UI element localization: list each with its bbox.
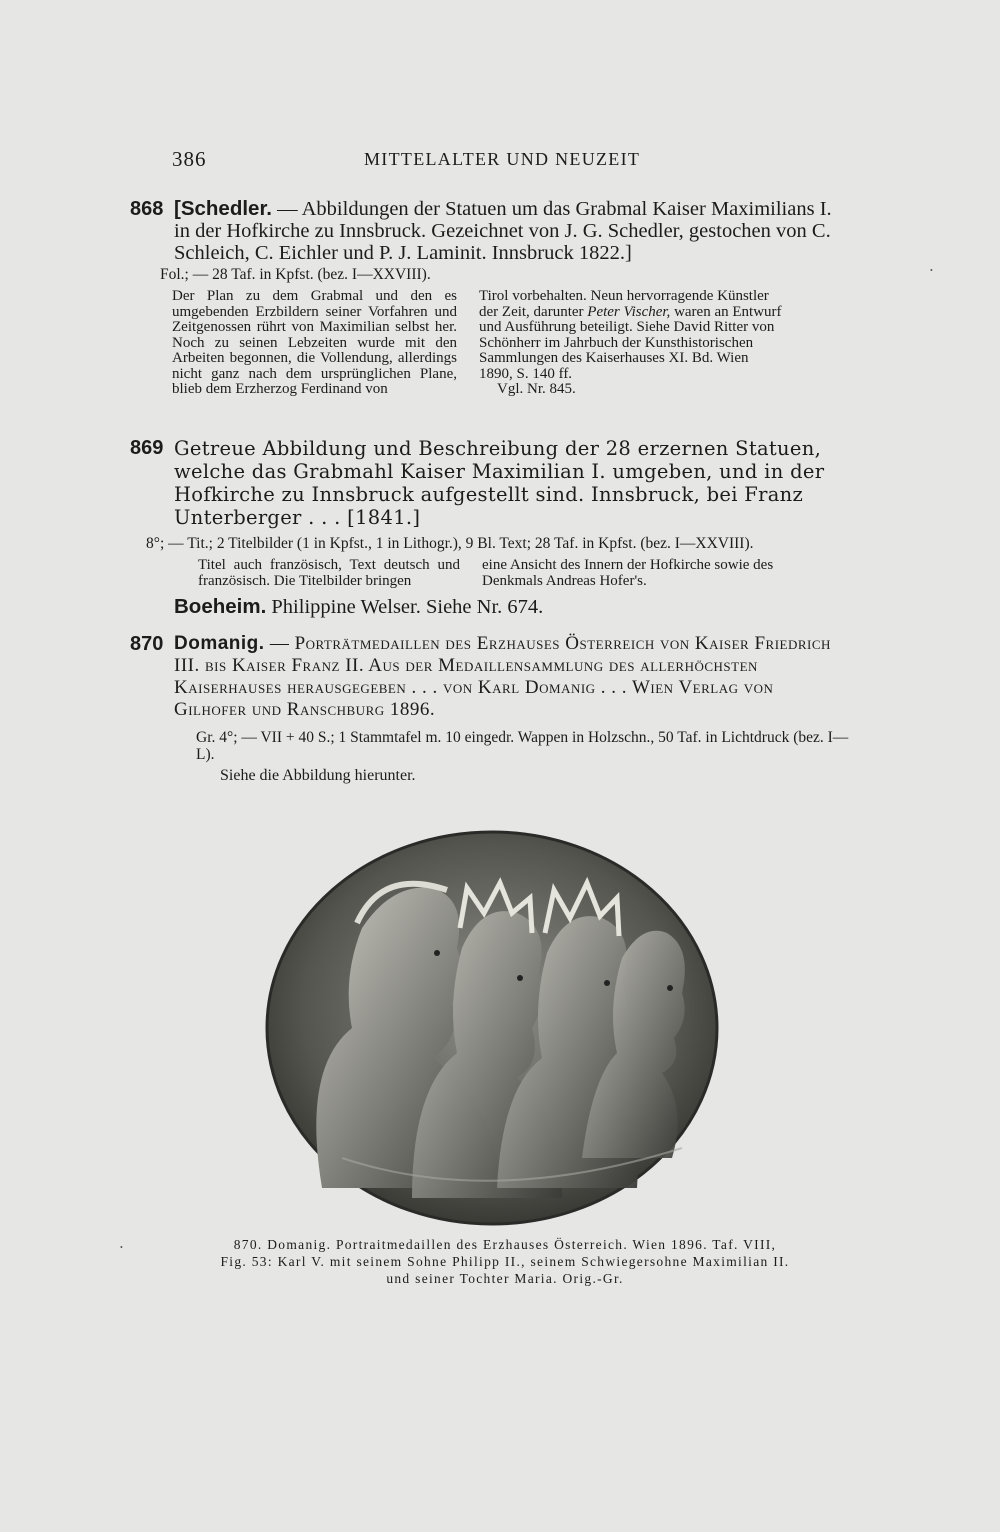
caption-line-2: Fig. 53: Karl V. mit seinem Sohne Philipp II., seinem Schwiegersohne Maximilian II. xyxy=(220,1254,790,1269)
entry-collation: Fol.; — 28 Taf. in Kpfst. (bez. I—XXVIII). xyxy=(160,266,431,283)
entry-collation: 8°; — Tit.; 2 Titelbilder (1 in Kpfst., 1 in Lithogr.), 9 Bl. Text; 28 Taf. in Kpfst. (bez. I—XXVIII). xyxy=(146,535,754,552)
page-number: 386 xyxy=(172,147,207,171)
see-also: Siehe die Abbildung hierunter. xyxy=(220,767,416,784)
entry-boeheim xyxy=(130,596,850,618)
entry-author: Domanig. xyxy=(174,633,265,654)
entry-number: 868 xyxy=(130,198,164,220)
note-right-italic: Peter Vischer, xyxy=(587,303,671,320)
entry-collation: Gr. 4°; — VII + 40 S.; 1 Stammtafel m. 10 eingedr. Wappen in Holzschn., 50 Taf. in Lichtdruck (bez. I—L). xyxy=(196,729,849,763)
caption-line-3: und seiner Tochter Maria. Orig.-Gr. xyxy=(386,1271,624,1286)
entry-870 xyxy=(130,633,850,785)
note-left: Der Plan zu dem Grabmal und den es umgebenden Erzbildern seiner Vorfahren und Zeitgenossen rührt von Maximilian selbst her. Noch zu seinen Lebzeiten wurde mit den Arbeiten begonnen, die Vollendung, allerdings nicht ganz nach dem ursprünglichen Plane, blieb dem Erzherzog Ferdinand von xyxy=(172,288,457,397)
entry-title xyxy=(174,596,850,618)
entry-notes xyxy=(130,558,850,589)
note-right-pre: Tirol vorbehalten. Neun hervorragende Künstler der Zeit, darunter xyxy=(479,288,769,320)
entry-title-text: Philippine Welser. Siehe Nr. 674. xyxy=(266,596,544,618)
figure-caption xyxy=(160,1236,850,1287)
entry-title-text: — Porträtmedaillen des Erzhauses Österreich von Kaiser Friedrich III. bis Kaiser Franz II. Aus der Medaillensammlung des allerhöchsten Kaiserhauses herausgegeben . . . von Karl Domanig . . . Wien Verlag von Gilhofer und Ranschburg 1896. xyxy=(174,633,831,720)
entry-title-text: — Abbildungen der Statuen um das Grabmal Kaiser Maximilians I. in der Hofkirche zu Innsbruck. Gezeichnet von J. G. Schedler, gestochen von C. Schleich, C. Eichler und P. J. Laminit. Innsbruck 1822.] xyxy=(174,198,832,264)
entry-title: Getreue Abbildung und Beschreibung der 28 erzernen Statuen, welche das Grabmahl Kaiser Maximilian I. umgeben, und in der Hofkirche zu Innsbruck aufgestellt sind. Innsbruck, bei Franz Unterberger . . . [1841.] xyxy=(174,437,825,529)
see-also: Vgl. Nr. 845. xyxy=(497,381,576,397)
note-right: eine Ansicht des Innern der Hofkirche sowie des Denkmals Andreas Hofer's. xyxy=(482,557,774,589)
entry-notes xyxy=(130,289,850,398)
entry-868 xyxy=(130,198,850,398)
caption-line-1: 870. Domanig. Portraitmedaillen des Erzhauses Österreich. Wien 1896. Taf. VIII, xyxy=(233,1237,777,1252)
entry-author: Boeheim. xyxy=(174,595,267,618)
entry-author: [Schedler. xyxy=(174,197,272,220)
note-right xyxy=(479,289,784,398)
medal-illustration xyxy=(262,828,722,1228)
entry-number: 869 xyxy=(130,437,164,459)
margin-dot: • xyxy=(930,266,933,275)
entry-number: 870 xyxy=(130,633,164,655)
margin-dot: • xyxy=(120,1243,123,1252)
entry-title xyxy=(174,198,850,264)
entry-869 xyxy=(130,437,850,589)
running-title: MITTELALTER UND NEUZEIT xyxy=(364,149,641,169)
entry-title xyxy=(174,633,850,721)
note-left: Titel auch französisch, Text deutsch und französisch. Die Titelbilder bringen xyxy=(198,557,460,589)
note-right-post: waren an Entwurf und Ausführung beteiligt. Siehe David Ritter von Schönherr im Jahrbuch der Kunsthistorischen Sammlungen des Kaiserhauses XI. Bd. Wien 1890, S. 140 ff. xyxy=(479,303,782,382)
